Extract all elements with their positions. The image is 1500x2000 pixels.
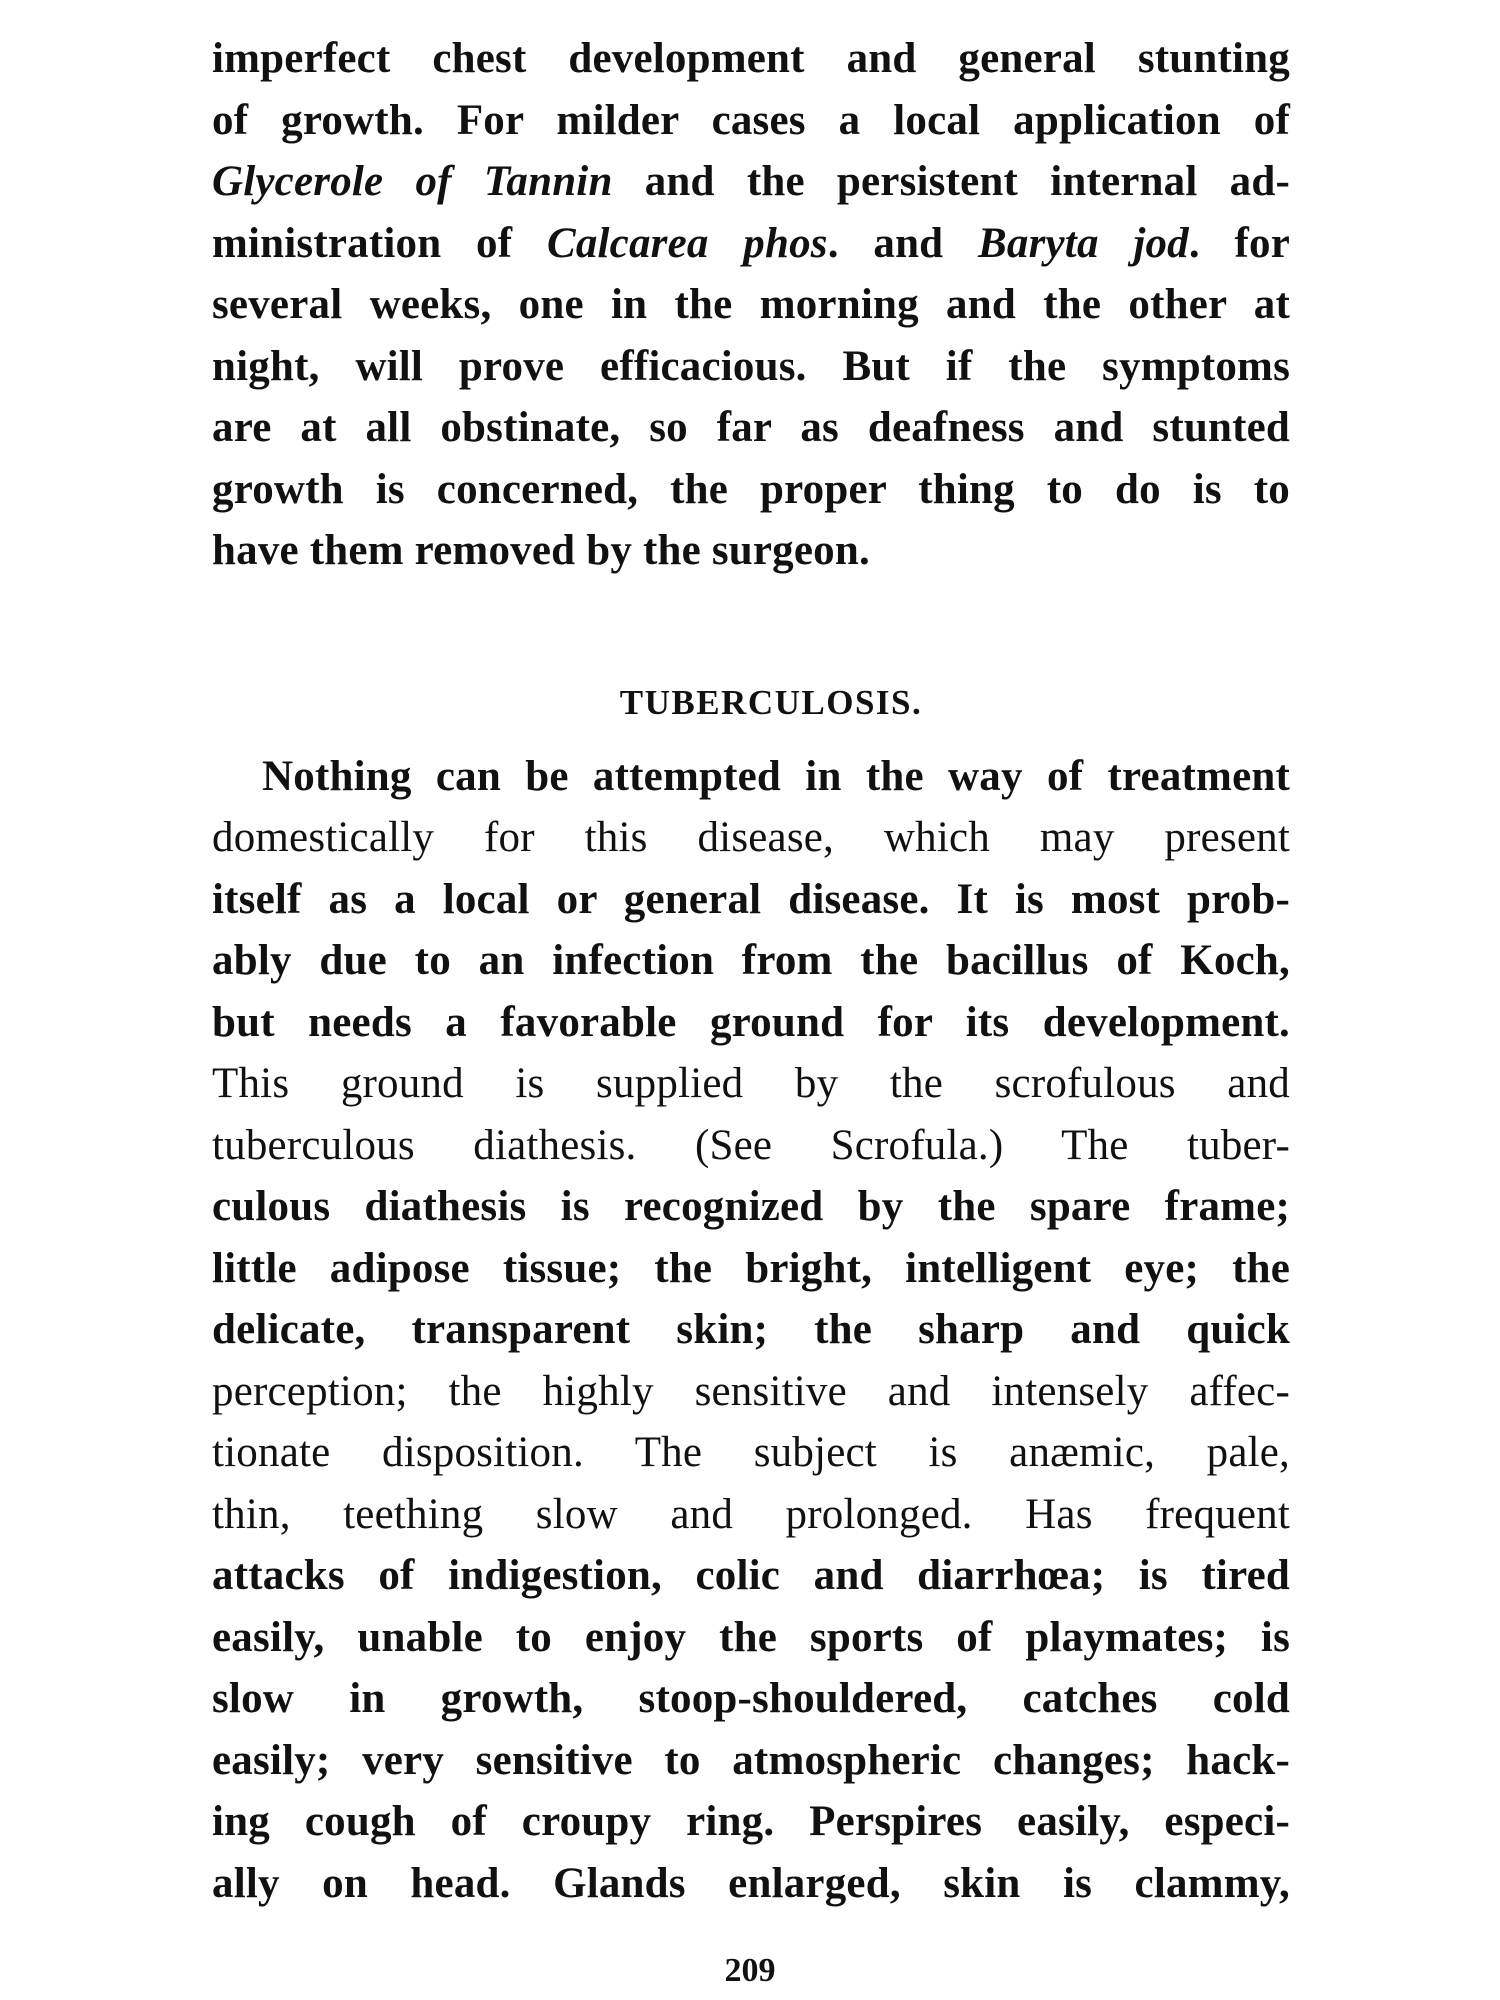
text-line: tionate disposition. The subject is anæmic, pale, [212,1429,1290,1476]
text-line: easily; very sensitive to atmospheric changes; hack- [212,1736,1290,1784]
text-segment: several weeks, one in the morning and the other at [212,281,1290,328]
italic-term: Calcarea phos [546,219,828,267]
text-line: but needs a favorable ground for its development. [212,998,1290,1046]
text-line [212,151,1290,213]
text-line: delicate, transparent skin; the sharp and quick [212,1306,1290,1353]
text-segment: are at all obstinate, so far as deafness and stunted [212,404,1290,451]
text-line: attacks of indigestion, colic and diarrhœa; is tired [212,1552,1290,1599]
tuberculosis-paragraph [212,746,1290,1915]
text-line [212,459,1290,521]
text-segment: growth is concerned, the proper thing to do is to [212,465,1290,513]
text-line: culous diathesis is recognized by the spare frame; [212,1183,1290,1230]
text-line: tuberculous diathesis. (See Scrofula.) The tuber- [212,1121,1290,1169]
text-line: Nothing can be attempted in the way of treatment [262,752,1290,800]
text-segment: imperfect chest development and general stunting [212,35,1290,82]
text-line [212,520,1290,582]
text-line: ably due to an infection from the bacillus of Koch, [212,937,1290,984]
text-segment: have them removed by the surgeon. [212,527,870,574]
text-line [212,397,1290,459]
text-line: slow in growth, stoop-shouldered, catches cold [212,1675,1290,1722]
text-segment: . for [1188,219,1291,267]
page-number: 209 [724,1952,776,1989]
intro-paragraph [212,28,1290,582]
text-line [212,90,1290,152]
text-line: itself as a local or general disease. It is most prob- [212,875,1290,923]
text-segment: night, will prove efficacious. But if the symptoms [212,342,1290,390]
italic-term: Glycerole of Tannin [212,158,613,205]
text-line: domestically for this disease, which may present [212,814,1290,861]
text-line: thin, teething slow and prolonged. Has frequent [212,1490,1290,1538]
text-line: easily, unable to enjoy the sports of playmates; is [212,1613,1290,1661]
page-text-block [212,28,1290,1914]
text-segment: and the persistent internal ad- [612,158,1290,205]
text-line [212,213,1290,275]
text-line: ally on head. Glands enlarged, skin is clammy, [212,1859,1290,1907]
text-line: This ground is supplied by the scrofulous and [212,1060,1290,1107]
text-line: little adipose tissue; the bright, intelligent eye; the [212,1244,1290,1292]
text-segment: ministration of [212,219,547,267]
section-heading: TUBERCULOSIS. [619,682,923,722]
italic-term: Baryta jod [978,219,1189,267]
text-line: ing cough of croupy ring. Perspires easily, especi- [212,1798,1290,1845]
text-line [212,28,1290,90]
text-line: perception; the highly sensitive and intensely affec- [212,1367,1290,1415]
text-segment: . and [827,219,978,267]
text-line [212,336,1290,398]
text-line [212,274,1290,336]
text-segment: of growth. For milder cases a local application of [212,96,1290,144]
